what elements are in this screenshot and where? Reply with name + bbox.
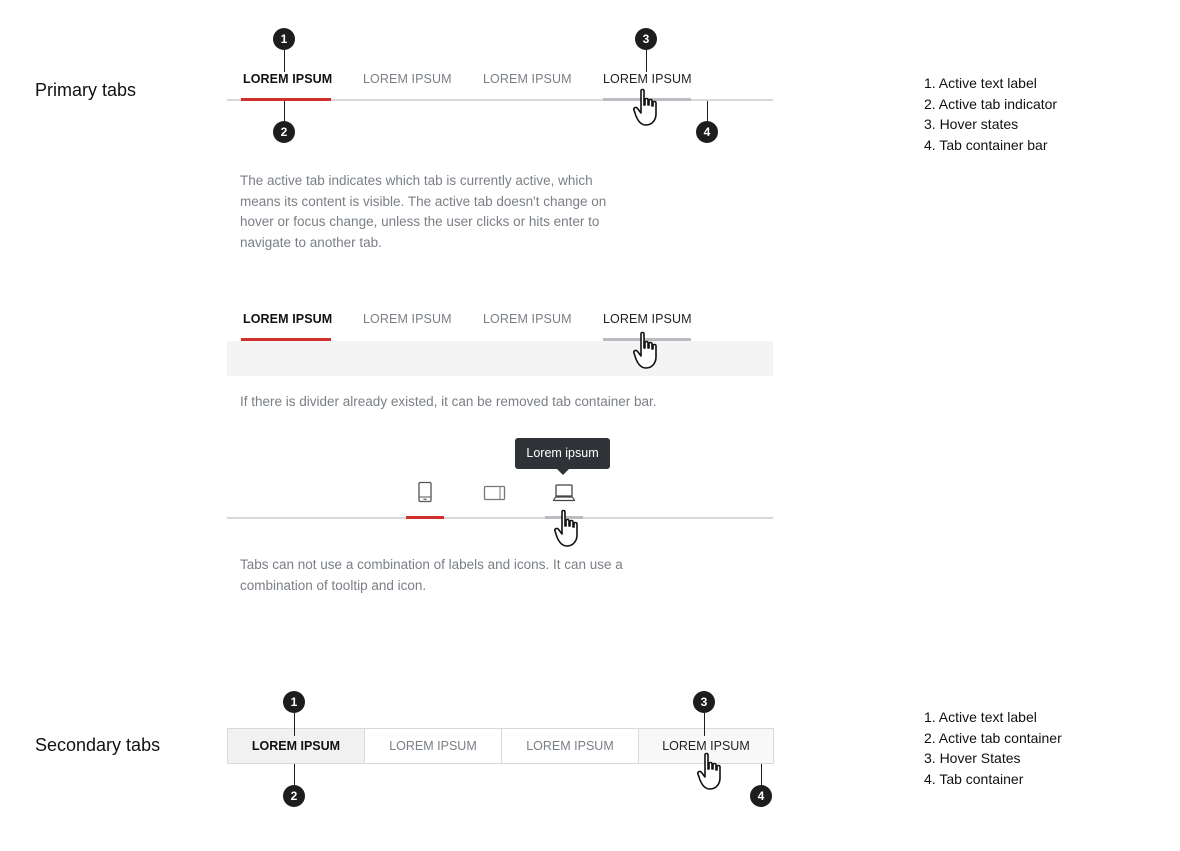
note-item: 2. Active tab indicator: [924, 95, 1058, 112]
note-item: 1. Active text label: [924, 75, 1037, 91]
hand-cursor-icon: [633, 88, 663, 128]
divider-tab-3[interactable]: LOREM IPSUM: [483, 312, 572, 326]
laptop-icon[interactable]: [552, 483, 576, 503]
note-item: 3. Hover states: [924, 116, 1019, 132]
callout-line: [284, 50, 285, 72]
callout-marker-1: 1: [273, 28, 295, 50]
callout-line: [704, 713, 705, 736]
secondary-tabs-title: Secondary tabs: [35, 735, 161, 755]
callout-marker-2: 2: [283, 785, 305, 807]
secondary-notes: [924, 707, 1062, 789]
note-item: 3. Hover States: [924, 750, 1021, 766]
note-item: 4. Tab container bar: [924, 136, 1048, 153]
primary-notes: [924, 73, 1057, 155]
callout-line: [761, 764, 762, 785]
icon-tabs-description: [240, 555, 680, 596]
callout-marker-2: 2: [273, 121, 295, 143]
active-tab-indicator: [241, 338, 331, 341]
callout-marker-4: 4: [696, 121, 718, 143]
callout-marker-1: 1: [283, 691, 305, 713]
hand-cursor-icon: [697, 752, 727, 792]
primary-tab-2[interactable]: LOREM IPSUM: [363, 72, 452, 86]
phone-icon[interactable]: [417, 481, 433, 503]
divider-band: [227, 341, 773, 376]
description-line: The active tab indicates which tab is currently active, which: [240, 173, 593, 188]
primary-description: [240, 171, 660, 253]
tooltip: Lorem ipsum: [515, 438, 610, 469]
primary-tab-3[interactable]: LOREM IPSUM: [483, 72, 572, 86]
primary-tab-4-hover[interactable]: LOREM IPSUM: [603, 72, 692, 86]
callout-marker-3: 3: [635, 28, 657, 50]
note-item: 4. Tab container: [924, 770, 1024, 787]
description-line: navigate to another tab.: [240, 234, 382, 250]
callout-line: [294, 713, 295, 736]
hand-cursor-icon: [633, 331, 663, 371]
description-line: combination of tooltip and icon.: [240, 577, 427, 593]
active-tab-indicator: [241, 98, 331, 101]
callout-line: [646, 50, 647, 72]
callout-line: [294, 764, 295, 785]
divider-tab-1[interactable]: LOREM IPSUM: [243, 312, 333, 326]
divider-tab-4-hover[interactable]: LOREM IPSUM: [603, 312, 692, 326]
secondary-tab-3[interactable]: LOREM IPSUM: [502, 729, 639, 763]
divider-tab-2[interactable]: LOREM IPSUM: [363, 312, 452, 326]
description-line: hover or focus change, unless the user clicks or hits enter to: [240, 214, 600, 229]
description-line: means its content is visible. The active tab doesn't change on: [240, 193, 607, 209]
secondary-tab-2[interactable]: LOREM IPSUM: [365, 729, 502, 763]
note-item: 1. Active text label: [924, 709, 1037, 725]
tablet-icon[interactable]: [483, 485, 507, 501]
active-tab-indicator: [406, 516, 444, 519]
callout-marker-3: 3: [693, 691, 715, 713]
secondary-tab-1[interactable]: LOREM IPSUM: [228, 729, 365, 763]
tab-container-bar: [227, 517, 773, 519]
secondary-tab-4-hover[interactable]: LOREM IPSUM: [639, 729, 773, 763]
description-line: Tabs can not use a combination of labels and icons. It can use a: [240, 557, 623, 572]
divider-description: If there is divider already existed, it can be removed tab container bar.: [240, 394, 657, 409]
note-item: 2. Active tab container: [924, 729, 1062, 746]
primary-tab-1[interactable]: LOREM IPSUM: [243, 72, 333, 86]
callout-marker-4: 4: [750, 785, 772, 807]
callout-line: [284, 101, 285, 121]
primary-tabs-title: Primary tabs: [35, 80, 137, 100]
callout-line: [707, 101, 708, 121]
secondary-tab-container: [227, 728, 774, 764]
hand-cursor-icon: [554, 509, 584, 549]
